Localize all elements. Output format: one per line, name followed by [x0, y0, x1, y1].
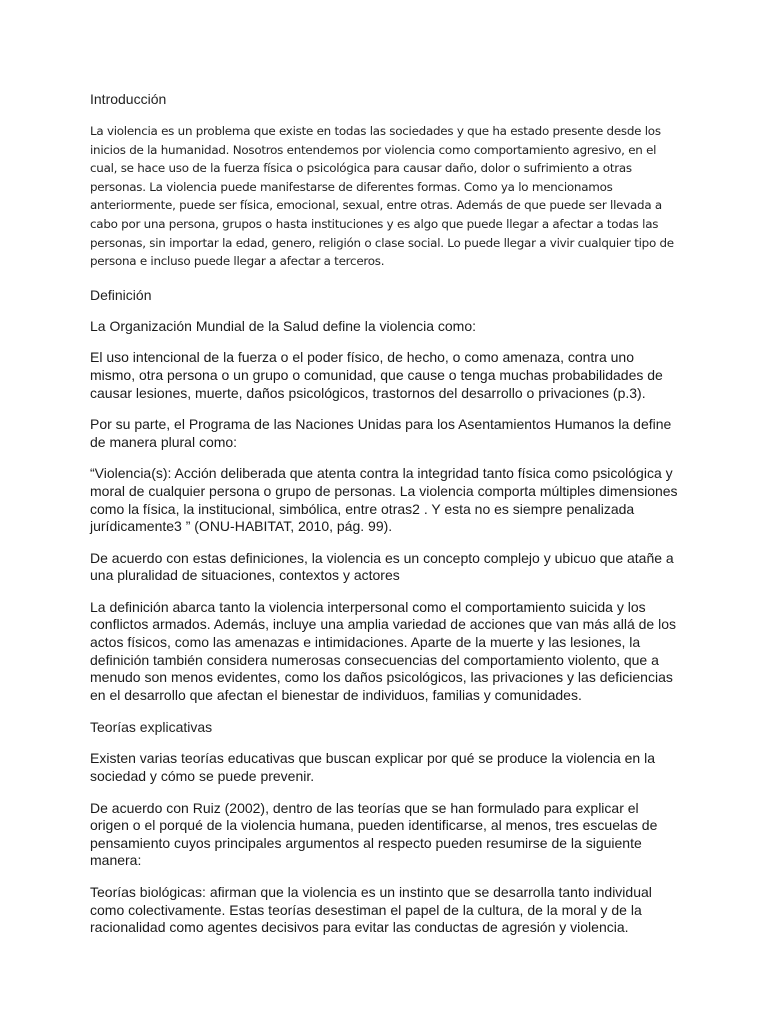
- document-page: [90, 90, 680, 951]
- oms-intro-paragraph: La Organización Mundial de la Salud define la violencia como:: [90, 317, 477, 334]
- theories-intro-paragraph: Existen varias teorías educativas que buscan explicar por qué se produce la violencia en la sociedad y cómo se puede prevenir.: [90, 750, 655, 785]
- oms-quote-paragraph: El uso intencional de la fuerza o el poder físico, de hecho, o como amenaza, contra uno mismo, otra persona o un grupo o comunidad, que cause o tenga muchas probabilidades de causar lesiones, muerte, daños psicológicos, trastornos del desarrollo o privaciones (p.3).: [90, 349, 663, 401]
- definition-heading: Definición: [90, 286, 152, 303]
- complex-concept-paragraph: De acuerdo con estas definiciones, la violencia es un concepto complejo y ubicuo que atañe a una pluralidad de situaciones, contextos y actores: [90, 549, 674, 584]
- theories-heading: Teorías explicativas: [90, 719, 213, 736]
- biological-theories-paragraph: Teorías biológicas: afirman que la violencia es un instinto que se desarrolla tanto individual como colectivamente. Estas teorías desestiman el papel de la cultura, de la moral y de la racionalidad como agentes decisivos para evitar las conductas de agresión y violencia.: [90, 884, 652, 936]
- scope-paragraph: La definición abarca tanto la violencia interpersonal como el comportamiento suicida y los conflictos armados. Además, incluye una amplia variedad de acciones que van más allá de los actos físicos, como las amenazas e intimidaciones. Aparte de la muerte y las lesiones, la definición también considera numerosas consecuencias del comportamiento violento, que a menudo son menos evidentes, como los daños psicológicos, las privaciones y las deficiencias en el desarrollo que afectan el bienestar de individuos, familias y comunidades.: [90, 598, 676, 703]
- intro-paragraph: La violencia es un problema que existe en todas las sociedades y que ha estado presente desde los inicios de la humanidad. Nosotros entendemos por violencia como comportamiento agresivo, en el cual, se hace uso de la fuerza física o psicológica para causar daño, dolor o sufrimiento a otras personas. La violencia puede manifestarse de diferentes formas. Como ya lo mencionamos anteriormente, puede ser física, emocional, sexual, entre otras. Además de que puede ser llevada a cabo por una persona, grupos o hasta instituciones y es algo que puede llegar a afectar a todas las personas, sin importar la edad, genero, religión o clase social. Lo puede llegar a vivir cualquier tipo de persona e incluso puede llegar a afectar a terceros.: [90, 124, 674, 269]
- onu-intro-paragraph: Por su parte, el Programa de las Naciones Unidas para los Asentamientos Humanos la define de manera plural como:: [90, 416, 672, 450]
- onu-quote-paragraph: “Violencia(s): Acción deliberada que atenta contra la integridad tanto física como psicológica y moral de cualquier persona o grupo de personas. La violencia comporta múltiples dimensiones como la física, la institucional, simbólica, entre otras2 . Y esta no es siempre penalizada jurídicamente3 ” (ONU-HABITAT, 2010, pág. 99).: [90, 465, 678, 535]
- intro-heading: Introducción: [90, 91, 167, 107]
- ruiz-paragraph: De acuerdo con Ruiz (2002), dentro de las teorías que se han formulado para explicar el origen o el porqué de la violencia humana, pueden identificarse, al menos, tres escuelas de pensamiento cuyos principales argumentos al respecto pueden resumirse de la siguiente manera:: [90, 799, 658, 869]
